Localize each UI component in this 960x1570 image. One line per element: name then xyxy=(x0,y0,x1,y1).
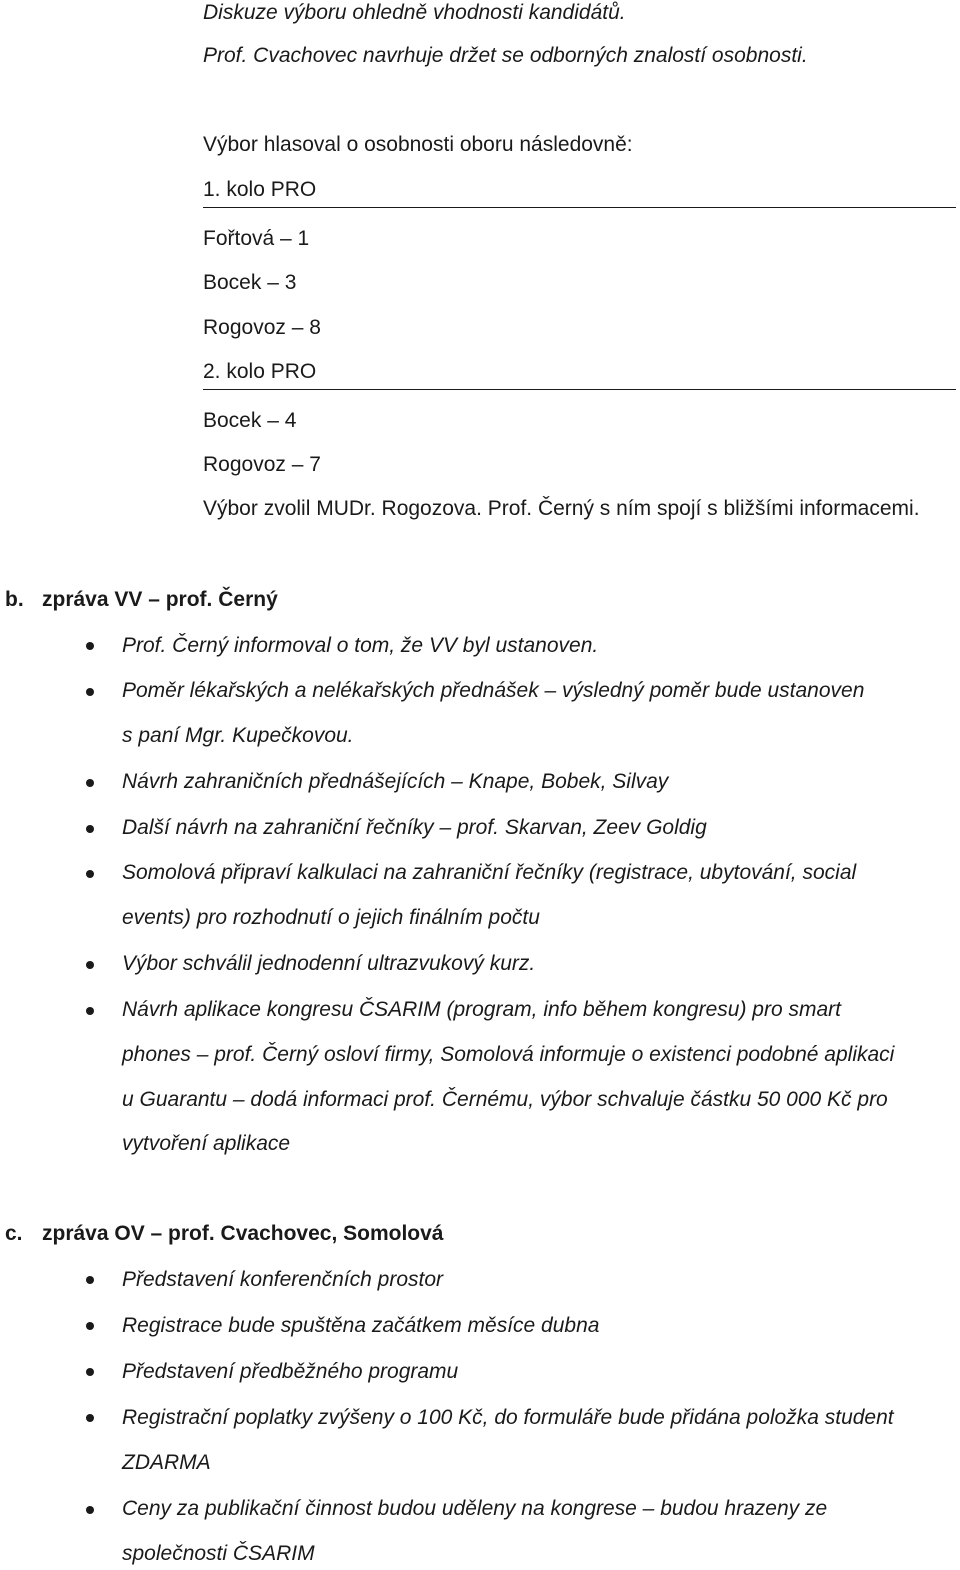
section-c-item-3: Představení předběžného programu xyxy=(122,1360,459,1383)
bullet-icon xyxy=(86,870,94,878)
section-b-item-3: Návrh zahraničních přednášejících – Knape, Bobek, Silvay xyxy=(122,770,669,793)
section-b-item-7-cont-2: u Guarantu – dodá informaci prof. Černému, výbor schvaluje částku 50 000 Kč pro xyxy=(122,1088,888,1111)
section-c-item-5-cont: společnosti ČSARIM xyxy=(122,1542,315,1565)
discussion-text: Diskuze výboru ohledně vhodnosti kandidátů. xyxy=(203,1,626,24)
bullet-icon xyxy=(86,825,94,833)
round1-result-1: Fořtová – 1 xyxy=(203,227,310,250)
section-c-item-1: Představení konferenčních prostor xyxy=(122,1268,444,1291)
bullet-icon xyxy=(86,1276,94,1284)
bullet-icon xyxy=(86,1414,94,1422)
round1-title: 1. kolo PRO xyxy=(203,177,956,208)
section-b-item-6: Výbor schválil jednodenní ultrazvukový kurz. xyxy=(122,952,536,975)
bullet-icon xyxy=(86,1368,94,1376)
section-b-item-2: Poměr lékařských a nelékařských přednášek – výsledný poměr bude ustanoven xyxy=(122,679,865,702)
section-b-item-7-cont-3: vytvoření aplikace xyxy=(122,1132,291,1155)
section-b-title: zpráva VV – prof. Černý xyxy=(42,588,278,611)
section-b-heading xyxy=(5,587,278,613)
round1-result-3: Rogovoz – 8 xyxy=(203,316,321,339)
section-c-item-4-cont: ZDARMA xyxy=(122,1451,211,1474)
proposal-text: Prof. Cvachovec navrhuje držet se odborných znalostí osobnosti. xyxy=(203,44,808,67)
section-c-item-4: Registrační poplatky zvýšeny o 100 Kč, do formuláře bude přidána položka student xyxy=(122,1406,894,1429)
round2-result-2: Rogovoz – 7 xyxy=(203,453,321,476)
vote-intro-text: Výbor hlasoval o osobnosti oboru následovně: xyxy=(203,133,633,156)
round1-result-2: Bocek – 3 xyxy=(203,271,297,294)
section-b-item-7-cont-1: phones – prof. Černý osloví firmy, Somolová informuje o existenci podobné aplikaci xyxy=(122,1043,895,1066)
section-c-title: zpráva OV – prof. Cvachovec, Somolová xyxy=(42,1222,444,1245)
section-b-letter: b. xyxy=(5,588,24,611)
section-b-item-4: Další návrh na zahraniční řečníky – prof. Skarvan, Zeev Goldig xyxy=(122,816,707,839)
round2-title: 2. kolo PRO xyxy=(203,359,956,390)
section-b-item-1: Prof. Černý informoval o tom, že VV byl ustanoven. xyxy=(122,634,599,657)
section-b-item-5-cont: events) pro rozhodnutí o jejich finálním počtu xyxy=(122,906,540,929)
section-b-item-7: Návrh aplikace kongresu ČSARIM (program, info během kongresu) pro smart xyxy=(122,998,841,1021)
section-b-item-5: Somolová připraví kalkulaci na zahraniční řečníky (registrace, ubytování, social xyxy=(122,861,857,884)
section-c-item-5: Ceny za publikační činnost budou uděleny na kongrese – budou hrazeny ze xyxy=(122,1497,828,1520)
section-c-item-2: Registrace bude spuštěna začátkem měsíce dubna xyxy=(122,1314,600,1337)
bullet-icon xyxy=(86,961,94,969)
section-c-heading xyxy=(5,1221,443,1247)
section-b-item-2-cont: s paní Mgr. Kupečkovou. xyxy=(122,724,354,747)
bullet-icon xyxy=(86,642,94,650)
section-c-letter: c. xyxy=(5,1222,23,1245)
bullet-icon xyxy=(86,1506,94,1514)
vote-result-text: Výbor zvolil MUDr. Rogozova. Prof. Černý s ním spojí s bližšími informacemi. xyxy=(203,497,920,520)
round2-result-1: Bocek – 4 xyxy=(203,409,297,432)
bullet-icon xyxy=(86,779,94,787)
bullet-icon xyxy=(86,688,94,696)
bullet-icon xyxy=(86,1007,94,1015)
bullet-icon xyxy=(86,1322,94,1330)
